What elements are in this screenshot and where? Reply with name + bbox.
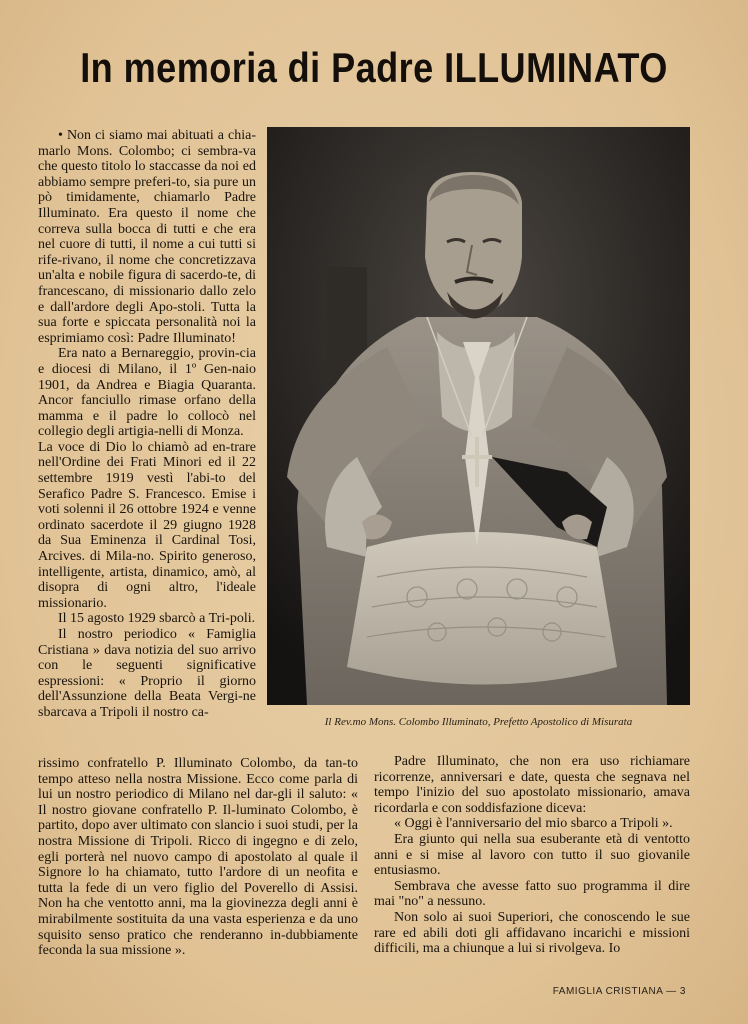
paragraph-birth: Era nato a Bernareggio, provin-cia e diocesi di Milano, il 1º Gen-naio 1901, da Andrea e Biagia Quaranta. Ancor fanciullo rimase orfano della mamma e il padre lo collocò nel collegio degli artigia-nelli di Monza.: [38, 346, 256, 440]
paragraph-quote: « Oggi è l'anniversario del mio sbarco a Tripoli ».: [394, 816, 673, 832]
paragraph-superiors: Non solo ai suoi Superiori, che conoscendo le sue rare ed abili doti gli affidavano incarichi e missioni difficili, ma a chiunque a lui si rivolgeva. Io: [374, 909, 690, 957]
article-title: In memoria di Padre ILLUMINATO: [80, 44, 668, 91]
page-footer: FAMIGLIA CRISTIANA — 3: [552, 986, 686, 997]
paragraph-program: Sembrava che avesse fatto suo programma il dire mai "no" a nessuno.: [374, 878, 690, 910]
paragraph-age: Era giunto qui nella sua esuberante età di ventotto anni e si mise al lavoro con tutto il suo giovanile entusiasmo.: [374, 831, 690, 879]
text-column-upper-left: [38, 128, 256, 721]
text-column-lower-right: [374, 754, 690, 957]
photo-caption: Il Rev.mo Mons. Colombo Illuminato, Prefetto Apostolico di Misurata: [324, 716, 633, 728]
paragraph-periodical: Il nostro periodico « Famiglia Cristiana » dava notizia del suo arrivo con le seguenti significative espressioni: « Proprio il giorno dell'Assunzione della Beata Vergi-ne sbarcava a Tripoli il nostro ca-: [38, 627, 256, 720]
paragraph-intro: • Non ci siamo mai abituati a chia-marlo Mons. Colombo; ci sembra-va che questo titolo lo staccasse da noi ed abbiamo sempre preferi-to, sia pure un pò timidamente, chiamarlo Padre Illuminato. Era questo il nome che correva sulla bocca di tutti e che era nel cuore di tutti, il nome a cui tutti si rife-rivano, il nome che concretizzava un'alta e nobile figura di sacerdo-te, di francescano, di missionario dallo zelo e dall'ardore degli Apo-stoli. Tutta la sua forte e spiccata personalità noi la esprimiamo così: Padre Illuminato!: [38, 128, 256, 346]
paragraph-anniversary: Padre Illuminato, che non era uso richiamare ricorrenze, anniversari e date, questa che segnava nel tempo l'inizio del suo apostolato missionario, amava ricordarla e con soddisfazione diceva:: [374, 754, 690, 816]
portrait-illustration: [267, 127, 690, 705]
paragraph-vocation: La voce di Dio lo chiamò ad en-trare nell'Ordine dei Frati Minori ed il 22 settembre 1919 vestì l'abi-to del Serafico Padre S. Francesco. Emise i voti solenni il 26 ottobre 1924 e venne ordinato sacerdote il 29 giugno 1928 da Sua Eminenza il Cardinal Tosi, Arcives. di Mila-no. Spirito generoso, intelligente, artista, dinamico, amò, al disopra di ogni altro, l'ideale missionario.: [38, 439, 256, 611]
portrait-photo: [267, 127, 690, 705]
text-column-lower-left: [38, 756, 358, 959]
paragraph-periodical-cont: rissimo confratello P. Illuminato Colombo, da tan-to tempo atteso nella nostra Missione. Ecco come parla di lui un nostro periodico di Milano nel dar-gli il saluto: « Il nostro giovane confratello P. Il-luminato Colombo, è partito, dopo aver ultimato con slancio i suoi studi, per la nostra Missione di Tripoli. Ricco di ingegno e di zelo, egli porterà nel nuovo campo di apostolato al quale il Signore lo ha chiamato, tutto l'ardore di un neofita e tutta la fede di un vero figlio del Poverello di Assisi. Non ha che ventotto anni, ma la giovinezza degli anni è mirabilmente sostituita da una vasta esperienza e da uno squisito senso pratico che renderanno in-dubbiamente feconda la sua missione ».: [38, 756, 358, 959]
paragraph-arrival: Il 15 agosto 1929 sbarcò a Tri-poli.: [58, 611, 256, 627]
